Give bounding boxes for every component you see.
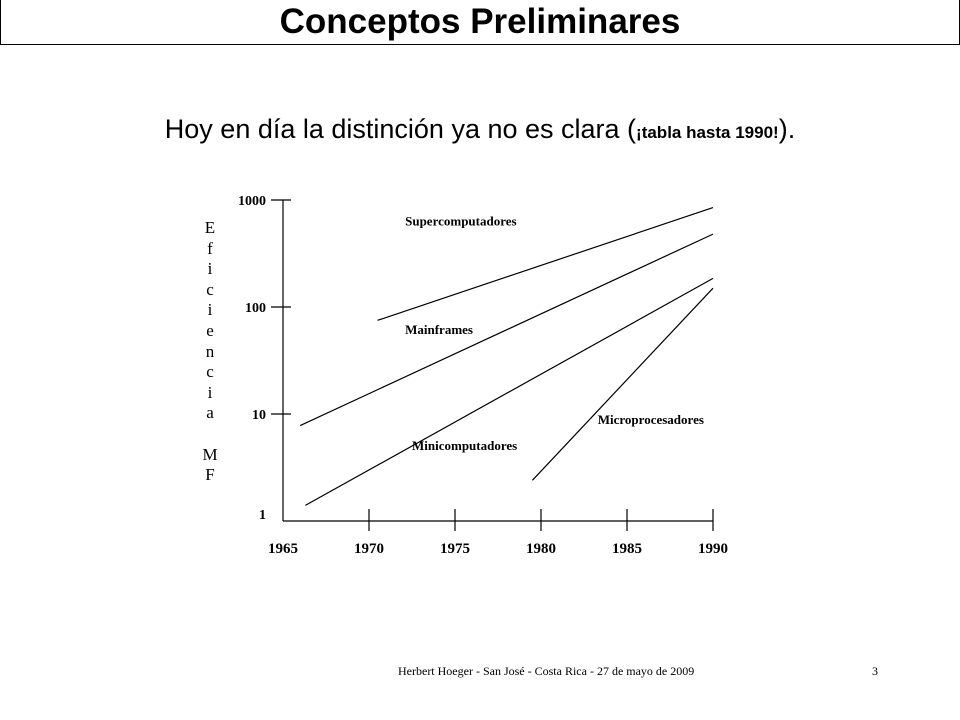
y-axis-label-letter: e [206, 320, 214, 340]
y-axis-label-letter: i [207, 300, 213, 320]
y-axis-label-letter: a [206, 403, 214, 423]
series-label: Minicomputadores [412, 438, 518, 454]
series-label: Mainframes [405, 321, 473, 337]
x-tick-label: 1965 [268, 541, 298, 557]
series-line-mainframes [300, 234, 713, 425]
y-axis-label-letter: c [206, 362, 214, 382]
y-axis-label-letter: F [205, 465, 215, 485]
y-axis-label-letter: f [207, 238, 213, 258]
x-tick-label: 1980 [526, 541, 556, 557]
y-tick-label: 1 [259, 508, 266, 523]
y-tick-label: 1000 [238, 194, 266, 209]
series-line-microprocesadores [532, 288, 713, 480]
y-tick-label: 100 [245, 301, 266, 316]
subtitle-end: ). [778, 114, 796, 144]
x-tick-label: 1975 [440, 541, 470, 557]
series-label: Microprocesadores [597, 411, 704, 427]
page-number: 3 [872, 664, 878, 678]
y-axis-label-letter: n [205, 341, 215, 361]
y-axis-label-letter: c [206, 279, 214, 299]
x-tick-label: 1985 [612, 541, 642, 557]
y-axis-label-letter: E [204, 218, 216, 237]
slide-title: Conceptos Preliminares [279, 2, 681, 41]
x-tick-label: 1970 [354, 541, 384, 557]
footer-credit: Herbert Hoeger - San José - Costa Rica - 27 de mayo de 2009 [398, 664, 695, 678]
y-axis-label-letter: i [207, 382, 213, 402]
series-line-minicomputadores [305, 278, 713, 505]
subtitle-note: ¡tabla hasta 1990! [636, 123, 779, 142]
y-axis-label-letter: i [207, 259, 213, 279]
y-axis-label-letter: M [202, 444, 218, 464]
x-tick-label: 1990 [698, 541, 728, 557]
subtitle-main: Hoy en día la distinción ya no es clara ( [164, 114, 637, 144]
y-tick-label: 10 [252, 408, 266, 423]
series-label: Supercomputadores [405, 213, 517, 229]
